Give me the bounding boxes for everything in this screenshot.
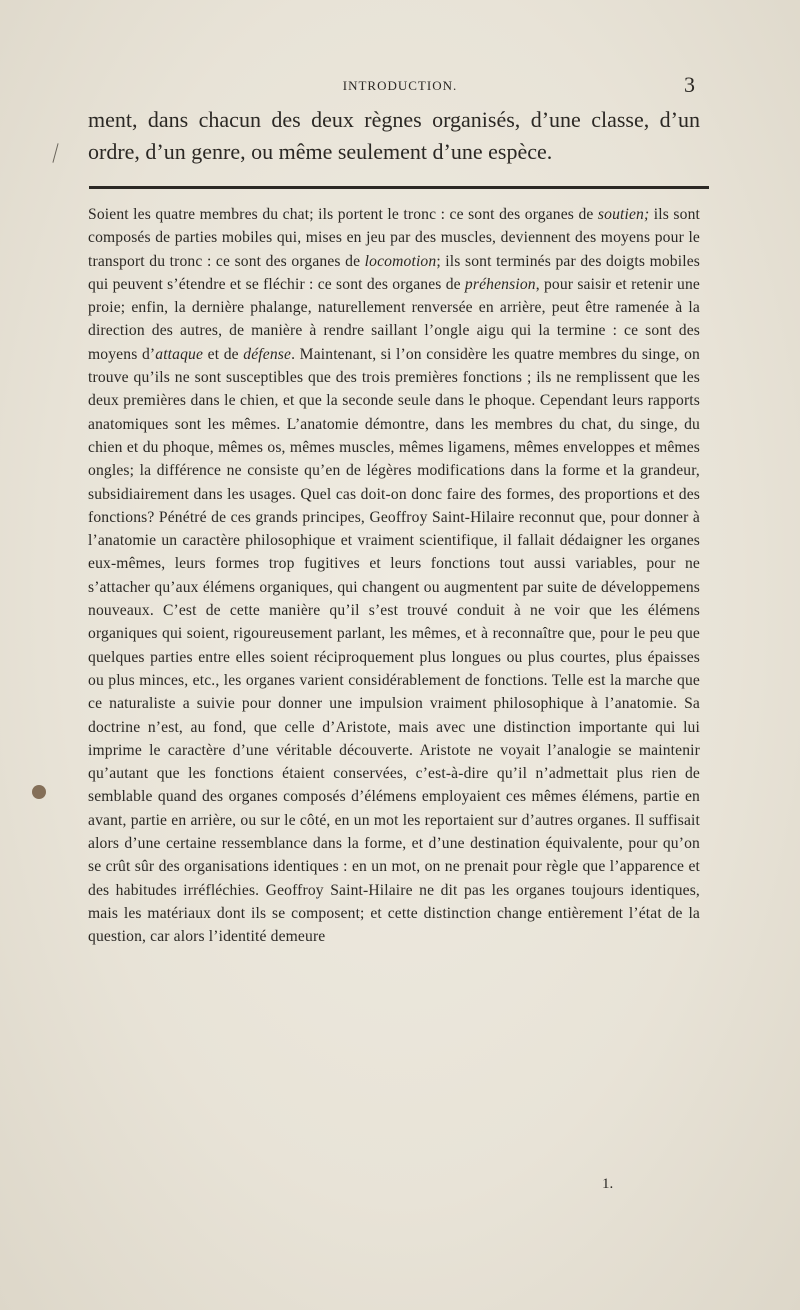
page-number: 3 (684, 72, 695, 97)
text-segment: . Maintenant, si l’on considère les quatre membres du singe, on trouve qu’ils ne sont susceptibles que des trois premières fonctions ; ils ne remplissent que les deux premières dans le chien, et que la seconde seule dans le phoque. Cependant leurs rapports anatomiques sont les mêmes. L’anatomie démontre, dans les membres du chat, du singe, du chien et du phoque, mêmes os, mêmes muscles, mêmes ligamens, mêmes enveloppes et mêmes ongles; la différence ne consiste qu’en de légères modifications dans la forme et la grandeur, subsidiairement dans les usages. Quel cas doit-on donc faire des formes, des proportions et des fonctions? Pénétré de ces grands principes, Geoffroy Saint-Hilaire reconnut que, pour donner à l’anatomie un caractère philosophique et vraiment scientifique, il fallait dédaigner les organes eux-mêmes, leurs formes trop fugitives et leurs fonctions tout aussi variables, pour ne s’attacher qu’aux élémens organiques, qui changent ou augmentent par suite de développemens nouveaux. C’est de cette manière qu’il s’est trouvé conduit à ne voir que les élémens organiques qui soient, rigoureusement parlant, les mêmes, et à reconnaître que, pour le peu que quelques parties entre elles soient réciproquement plus longues ou plus courtes, plus épaisses ou plus minces, etc., les organes varient considérablement de fonctions. Telle est la marche que ce naturaliste a suivie pour donner une impulsion vraiment philosophique à l’anatomie. Sa doctrine n’est, au fond, que celle d’Aristote, mais avec une distinction importante qui lui imprime le caractère d’une véritable découverte. Aristote ne voyait l’analogie se maintenir qu’autant que les fonctions étaient conservées, c’est-à-dire qu’il n’admettait plus rien de semblable quand des organes composés d’élémens employaient ces mêmes élémens, partie en avant, partie en arrière, ou sur le côté, en un mot les reportaient sur d’autres organes. Il suffisait alors d’une certaine ressemblance dans la forme, et d’une destination équivalente, pour qu’on se crût sûr des organisations identiques : en un mot, on ne prenait pour règle que l’apparence et des habitudes irréfléchies. Geoffroy Saint-Hilaire ne dit pas les organes toujours identiques, mais les matériaux dont ils se composent; et cette distinction change entièrement l’état de la question, car alors l’identité demeure (88, 345, 700, 946)
page-header (0, 72, 800, 100)
folio-signature: 1. (602, 1176, 614, 1192)
emphasis-soutien: soutien; (597, 206, 650, 223)
emphasis-prehension: préhension (464, 275, 536, 293)
horizontal-rule (89, 186, 709, 189)
emphasis-attaque: attaque (155, 345, 204, 363)
lead-paragraph: ment, dans chacun des deux règnes organisés, d’une classe, d’un ordre, d’un genre, ou même seulement d’une espèce. (88, 107, 700, 164)
text-segment: et de (203, 345, 244, 363)
body-text (88, 203, 700, 949)
running-title: INTRODUCTION. (342, 78, 458, 93)
emphasis-locomotion: locomotion (364, 252, 437, 270)
emphasis-defense: défense (243, 345, 292, 363)
text-segment: , pour saisir et retenir une proie; enfin, la dernière phalange, naturellement renversée en arrière, peut être ramenée à la direction des autres, de manière à rendre saillant l’ongle aigu qui la termine : ce sont des moyens d’ (88, 275, 700, 363)
text-segment: ils sont composés de parties mobiles qui, mises en jeu par des muscles, deviennent des moyens pour le transport du tronc : ce sont des organes de (88, 206, 700, 270)
margin-mark (52, 143, 58, 163)
body-paragraph (88, 203, 700, 949)
text-segment: ; ils sont terminés par des doigts mobiles qui peuvent s’étendre et se fléchir : ce sont des organes de (88, 252, 700, 293)
ink-stain (32, 785, 46, 799)
text-segment: Soient les quatre membres du chat; ils portent le tronc : ce sont des organes de (88, 206, 598, 223)
